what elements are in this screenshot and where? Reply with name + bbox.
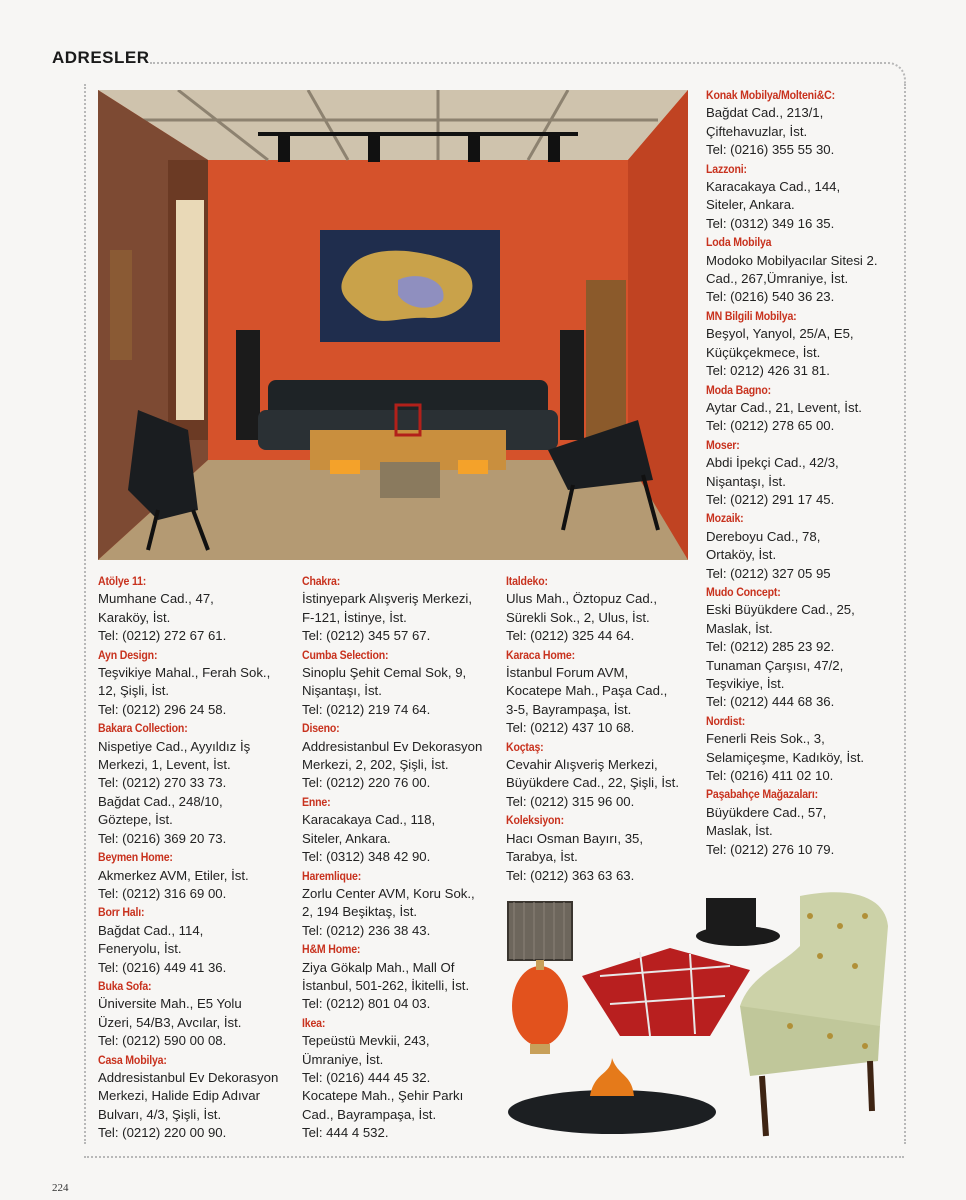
address-line: Karacakaya Cad., 144, [706, 179, 841, 195]
address-line: 2, 194 Beşiktaş, İst. [302, 904, 418, 920]
address-line: Göztepe, İst. [98, 812, 173, 828]
dotted-frame-top [150, 62, 882, 64]
address-line: Tel: (0212) 272 67 61. [98, 628, 227, 644]
address-line: Tel: 0212) 426 31 81. [706, 363, 830, 379]
store-name: Buka Sofa: [98, 978, 152, 993]
address-line: Kocatepe Mah., Paşa Cad., [506, 683, 668, 699]
address-line: Tel: (0212) 437 10 68. [506, 720, 635, 736]
store-name: Atölye 11: [98, 574, 147, 588]
address-entry [98, 719, 296, 848]
address-line: Modoko Mobilyacılar Sitesi 2. [706, 252, 878, 268]
address-line: Beşyol, Yanyol, 25/A, E5, [706, 326, 854, 342]
address-line: Küçükçekmece, İst. [706, 344, 821, 360]
store-name: Haremlique: [302, 868, 362, 883]
address-entry [98, 848, 296, 903]
address-entry [506, 572, 702, 646]
address-entry [706, 160, 900, 234]
address-line: Bağdat Cad., 114, [98, 922, 204, 938]
address-line: Tel: (0212) 276 10 79. [706, 841, 835, 857]
address-entry [506, 646, 702, 738]
address-line: İstinyepark Alışveriş Merkezi, [302, 591, 473, 607]
address-line: 12, Şişli, İst. [98, 683, 170, 699]
address-line: Tel: (0212) 325 44 64. [506, 628, 635, 644]
address-line: Tel: (0212) 270 33 73. [98, 775, 227, 791]
address-line: Selamiçeşme, Kadıköy, İst. [706, 749, 865, 765]
address-line: Eski Büyükdere Cad., 25, [706, 602, 855, 618]
address-line: Üniversite Mah., E5 Yolu [98, 996, 242, 1012]
store-name: Ikea: [302, 1015, 326, 1030]
address-line: Siteler, Ankara. [302, 830, 391, 846]
store-name: Konak Mobilya/Molteni&C: [706, 88, 835, 102]
store-name: Italdeko: [506, 574, 548, 588]
store-name: Moda Bagno: [706, 382, 771, 397]
address-entry [302, 572, 500, 646]
store-name: Chakra: [302, 574, 341, 588]
address-line: Ortaköy, İst. [706, 547, 777, 563]
dotted-frame-corner [880, 62, 906, 86]
address-entry [98, 903, 296, 977]
address-line: Ziya Gökalp Mah., Mall Of [302, 959, 455, 975]
store-name: MN Bilgili Mobilya: [706, 308, 797, 323]
address-line: Tel: (0216) 411 02 10. [706, 768, 834, 784]
address-line: Teşvikiye Mahal., Ferah Sok., [98, 665, 271, 681]
address-line: Tel: (0212) 220 76 00. [302, 775, 431, 791]
address-line: Tel: (0312) 348 42 90. [302, 849, 431, 865]
address-line: Nispetiye Cad., Ayyıldız İş [98, 738, 251, 754]
address-column-4 [706, 86, 900, 859]
address-entry [706, 307, 900, 381]
address-line: İstanbul Forum AVM, [506, 665, 629, 681]
address-line: Karacakaya Cad., 118, [302, 812, 436, 828]
address-line: Tel: (0212) 220 00 90. [98, 1125, 227, 1141]
address-entry [302, 1014, 500, 1143]
address-line: Maslak, İst. [706, 823, 773, 839]
address-line: Akmerkez AVM, Etiler, İst. [98, 867, 249, 883]
address-line: Tel: (0216) 449 41 36. [98, 959, 227, 975]
store-name: Loda Mobilya [706, 235, 772, 250]
address-line: İstanbul, 501-262, İkitelli, İst. [302, 977, 470, 993]
store-name: Bakara Collection: [98, 721, 188, 736]
store-name: Cumba Selection: [302, 647, 389, 662]
address-line: Tel: (0212) 590 00 08. [98, 1033, 227, 1049]
address-entry [706, 436, 900, 510]
address-line: Tel: (0212) 315 96 00. [506, 793, 635, 809]
dotted-frame-left [84, 84, 86, 1144]
store-name: Karaca Home: [506, 647, 575, 662]
address-line: Tel: (0212) 316 69 00. [98, 885, 227, 901]
product-collage-illustration [500, 886, 900, 1148]
address-line: Tel: (0216) 355 55 30. [706, 142, 835, 158]
address-line: Fenerli Reis Sok., 3, [706, 731, 825, 747]
living-room-photo [98, 90, 688, 560]
store-name: Diseno: [302, 721, 340, 736]
address-entry [706, 86, 900, 160]
store-name: H&M Home: [302, 942, 361, 957]
store-name: Beymen Home: [98, 850, 173, 865]
address-entry [506, 811, 702, 885]
address-line: Addresistanbul Ev Dekorasyon [302, 738, 483, 754]
address-line: Büyükdere Cad., 22, Şişli, İst. [506, 775, 679, 791]
store-name: Mozaik: [706, 511, 744, 526]
address-entry [302, 867, 500, 941]
address-line: Kocatepe Mah., Şehir Parkı [302, 1088, 464, 1104]
address-line: Merkezi, Halide Edip Adıvar [98, 1088, 260, 1104]
address-line: Nişantaşı, İst. [302, 683, 382, 699]
address-line: Cad., 267,Ümraniye, İst. [706, 271, 849, 287]
address-entry [302, 719, 500, 793]
address-line: Sürekli Sok., 2, Ulus, İst. [506, 609, 650, 625]
address-entry [706, 509, 900, 583]
address-line: Tunaman Çarşısı, 47/2, [706, 657, 844, 673]
address-line: Tel: (0212) 296 24 58. [98, 701, 227, 717]
address-line: Bağdat Cad., 248/10, [98, 793, 223, 809]
address-line: Tel: (0212) 285 23 92. [706, 639, 835, 655]
dotted-frame-right [904, 84, 906, 1144]
address-entry [98, 572, 296, 646]
address-column-2 [302, 572, 500, 1143]
store-name: Ayn Design: [98, 647, 158, 662]
address-column-1 [98, 572, 296, 1143]
product-collage [500, 886, 900, 1148]
store-name: Koçtaş: [506, 739, 544, 754]
page-number: 224 [52, 1182, 69, 1194]
address-line: Tarabya, İst. [506, 849, 578, 865]
address-line: Ulus Mah., Öztopuz Cad., [506, 591, 657, 607]
store-name: Lazzoni: [706, 161, 747, 176]
address-line: Hacı Osman Bayırı, 35, [506, 830, 644, 846]
address-entry [506, 738, 702, 812]
address-entry [302, 793, 500, 867]
address-line: 3-5, Bayrampaşa, İst. [506, 701, 632, 717]
address-line: Sinoplu Şehit Cemal Sok, 9, [302, 665, 467, 681]
address-line: Tel: (0212) 801 04 03. [302, 996, 431, 1012]
section-title: ADRESLER [52, 48, 150, 67]
store-name: Casa Mobilya: [98, 1052, 167, 1067]
address-line: Merkezi, 1, Levent, İst. [98, 757, 231, 773]
store-name: Mudo Concept: [706, 584, 781, 599]
address-line: Büyükdere Cad., 57, [706, 804, 827, 820]
address-line: Tel: 444 4 532. [302, 1125, 389, 1141]
address-line: Bağdat Cad., 213/1, [706, 105, 824, 121]
address-line: Tepeüstü Mevkii, 243, [302, 1033, 430, 1049]
address-entry [98, 977, 296, 1051]
address-line: Tel: (0212) 278 65 00. [706, 418, 835, 434]
dotted-frame-bottom [84, 1156, 904, 1158]
address-line: Bulvarı, 4/3, Şişli, İst. [98, 1106, 222, 1122]
address-entry [706, 233, 900, 307]
address-line: Siteler, Ankara. [706, 197, 795, 213]
address-line: Zorlu Center AVM, Koru Sok., [302, 885, 475, 901]
address-line: Addresistanbul Ev Dekorasyon [98, 1069, 279, 1085]
address-entry [302, 940, 500, 1014]
address-entry [98, 646, 296, 720]
address-line: Tel: (0212) 327 05 95 [706, 565, 831, 581]
address-line: Aytar Cad., 21, Levent, İst. [706, 399, 862, 415]
address-line: Tel: (0216) 444 45 32. [302, 1069, 431, 1085]
address-line: Tel: (0212) 219 74 64. [302, 701, 431, 717]
address-line: Tel: (0216) 369 20 73. [98, 830, 227, 846]
store-name: Koleksiyon: [506, 813, 564, 828]
address-line: Feneryolu, İst. [98, 941, 182, 957]
address-entry [706, 785, 900, 859]
address-line: Tel: (0212) 291 17 45. [706, 491, 835, 507]
address-line: F-121, İstinye, İst. [302, 609, 407, 625]
address-line: Karaköy, İst. [98, 609, 171, 625]
store-name: Borr Halı: [98, 905, 145, 920]
address-line: Tel: (0212) 345 57 67. [302, 628, 431, 644]
store-name: Enne: [302, 794, 331, 809]
address-line: Tel: (0212) 363 63 63. [506, 867, 635, 883]
address-line: Nişantaşı, İst. [706, 473, 786, 489]
store-name: Nordist: [706, 713, 746, 728]
address-line: Tel: (0312) 349 16 35. [706, 215, 835, 231]
address-entry [98, 1051, 296, 1143]
address-line: Dereboyu Cad., 78, [706, 528, 821, 544]
address-column-3 [506, 572, 702, 885]
address-entry [706, 583, 900, 712]
address-line: Cevahir Alışveriş Merkezi, [506, 757, 658, 773]
address-line: Mumhane Cad., 47, [98, 591, 214, 607]
address-line: Üzeri, 54/B3, Avcılar, İst. [98, 1014, 242, 1030]
living-room-illustration [98, 90, 688, 560]
address-line: Maslak, İst. [706, 620, 773, 636]
address-line: Teşvikiye, İst. [706, 676, 785, 691]
address-line: Merkezi, 2, 202, Şişli, İst. [302, 757, 449, 773]
address-entry [706, 381, 900, 436]
address-entry [706, 712, 900, 786]
store-name: Paşabahçe Mağazaları: [706, 787, 818, 802]
address-line: Çiftehavuzlar, İst. [706, 123, 808, 139]
address-line: Tel: (0216) 540 36 23. [706, 289, 835, 305]
store-name: Moser: [706, 437, 740, 452]
address-line: Tel: (0212) 236 38 43. [302, 922, 431, 938]
address-line: Tel: (0212) 444 68 36. [706, 694, 835, 710]
address-line: Abdi İpekçi Cad., 42/3, [706, 455, 839, 471]
address-entry [302, 646, 500, 720]
address-line: Ümraniye, İst. [302, 1051, 384, 1067]
address-line: Cad., Bayrampaşa, İst. [302, 1106, 437, 1122]
